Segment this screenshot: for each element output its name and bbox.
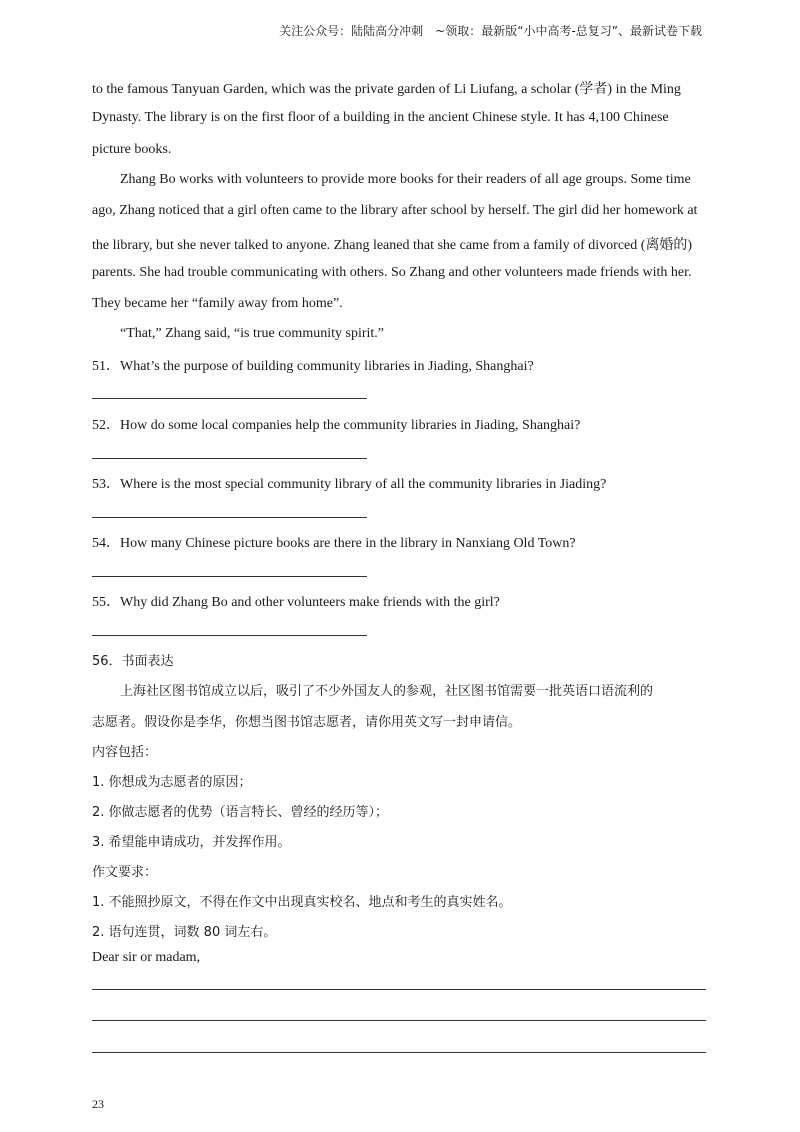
- page-number: 23: [92, 1097, 104, 1111]
- passage-line: ago, Zhang noticed that a girl often came to the library after school by herself. The girl did her homework at: [92, 203, 698, 218]
- requirements-label: 作文要求：: [92, 865, 158, 880]
- question-55: 55．Why did Zhang Bo and other volunteers make friends with the girl?: [92, 595, 500, 610]
- passage-line: Dynasty. The library is on the first floor of a building in the ancient Chinese style. It has 4,100 Chinese: [92, 110, 669, 125]
- answer-line-55[interactable]: [92, 635, 367, 636]
- passage-line: They became her “family away from home”.: [92, 296, 343, 311]
- answer-line-52[interactable]: [92, 458, 367, 459]
- writing-intro-line: 志愿者。假设你是李华，你想当图书馆志愿者，请你用英文写一封申请信。: [92, 715, 522, 730]
- passage-line: parents. She had trouble communicating with others. So Zhang and other volunteers made friends with her.: [92, 265, 692, 280]
- requirement-item: 2. 语句连贯，词数 80 词左右。: [92, 925, 277, 940]
- content-item: 3. 希望能申请成功，并发挥作用。: [92, 835, 291, 850]
- passage-line: “That,” Zhang said, “is true community spirit.”: [120, 326, 384, 341]
- passage-line: to the famous Tanyuan Garden, which was the private garden of Li Liufang, a scholar (学者) in the Ming: [92, 82, 681, 97]
- passage-line: Zhang Bo works with volunteers to provide more books for their readers of all age groups. Some time: [120, 172, 691, 187]
- answer-line-54[interactable]: [92, 576, 367, 577]
- content-item: 2. 你做志愿者的优势（语言特长、曾经的经历等）；: [92, 805, 389, 820]
- question-51: 51．What’s the purpose of building community libraries in Jiading, Shanghai?: [92, 359, 534, 374]
- essay-line[interactable]: [92, 989, 706, 990]
- content-item: 1. 你想成为志愿者的原因；: [92, 775, 252, 790]
- content-label: 内容包括：: [92, 745, 158, 760]
- writing-title: 56．书面表达: [92, 654, 174, 669]
- salutation: Dear sir or madam,: [92, 950, 201, 965]
- passage-line: picture books.: [92, 142, 172, 157]
- page-header: 关注公众号：陆陆高分冲刺 ~领取：最新版“小中高考-总复习”、最新试卷下载: [279, 24, 702, 38]
- writing-intro-line: 上海社区图书馆成立以后，吸引了不少外国友人的参观，社区图书馆需要一批英语口语流利的: [120, 684, 654, 699]
- answer-line-51[interactable]: [92, 398, 367, 399]
- essay-line[interactable]: [92, 1020, 706, 1021]
- answer-line-53[interactable]: [92, 517, 367, 518]
- requirement-item: 1. 不能照抄原文，不得在作文中出现真实校名、地点和考生的真实姓名。: [92, 895, 512, 910]
- essay-line[interactable]: [92, 1052, 706, 1053]
- question-53: 53．Where is the most special community library of all the community libraries in Jiading?: [92, 477, 607, 492]
- question-52: 52．How do some local companies help the community libraries in Jiading, Shanghai?: [92, 418, 581, 433]
- question-54: 54．How many Chinese picture books are there in the library in Nanxiang Old Town?: [92, 536, 576, 551]
- passage-line: the library, but she never talked to anyone. Zhang leaned that she came from a family of divorced (离婚的): [92, 238, 693, 253]
